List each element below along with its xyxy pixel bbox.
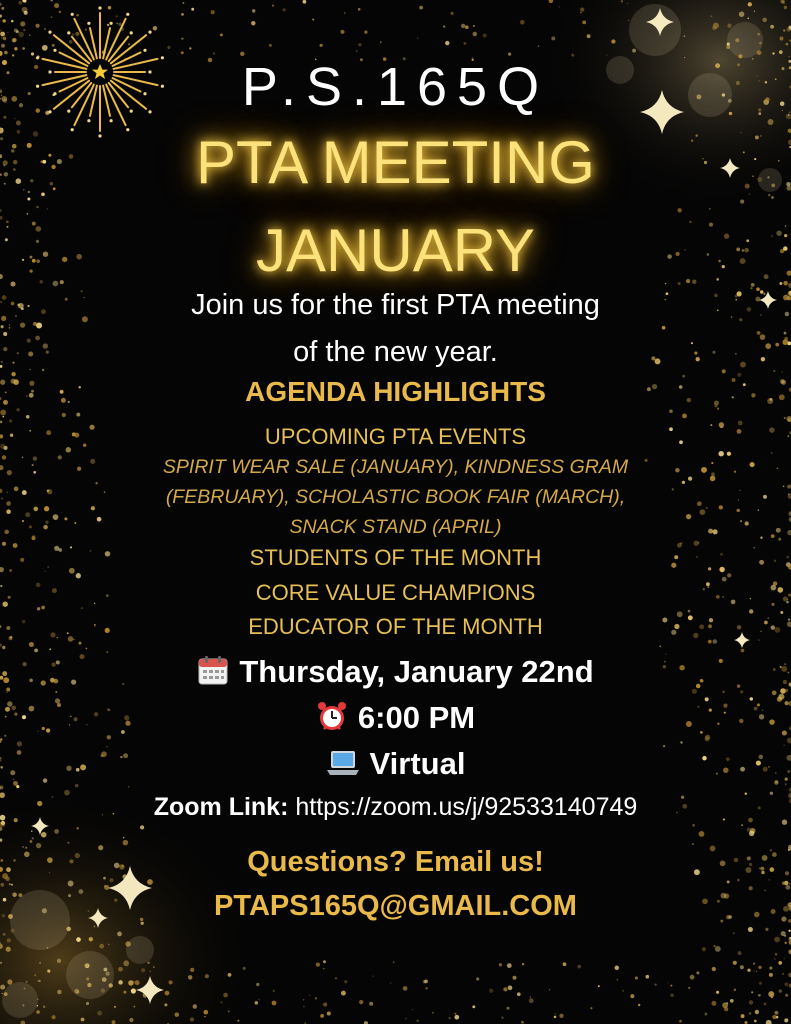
agenda-heading: AGENDA HIGHLIGHTS <box>245 376 546 407</box>
agenda-events-line-3: SNACK STAND (APRIL) <box>289 516 502 538</box>
agenda-core-value-champions: CORE VALUE CHAMPIONS <box>255 580 536 605</box>
agenda-upcoming-events: UPCOMING PTA EVENTS <box>264 424 527 449</box>
meeting-date <box>0 654 791 690</box>
title-line-1: PTA MEETING <box>196 129 595 196</box>
alarm-clock-icon <box>316 700 348 732</box>
agenda-events-line-1: SPIRIT WEAR SALE (JANUARY), KINDNESS GRAM <box>162 456 629 478</box>
school-name: P.S.165Q <box>241 57 550 117</box>
agenda-students-of-month: STUDENTS OF THE MONTH <box>249 545 542 570</box>
intro-line-1: Join us for the first PTA meeting <box>191 289 600 321</box>
intro-line-2: of the new year. <box>293 336 498 368</box>
zoom-link-label: Zoom Link: <box>153 793 289 821</box>
calendar-icon <box>197 654 229 686</box>
questions-text: Questions? Email us! <box>247 846 544 878</box>
agenda-events-line-2: (FEBRUARY), SCHOLASTIC BOOK FAIR (MARCH), <box>165 486 626 508</box>
zoom-link-url[interactable]: https://zoom.us/j/92533140749 <box>295 793 638 821</box>
contact-email[interactable]: PTAPS165Q@GMAIL.COM <box>214 890 577 922</box>
meeting-date-text: Thursday, January 22nd <box>239 654 594 689</box>
agenda-educator-of-month: EDUCATOR OF THE MONTH <box>248 614 543 639</box>
laptop-icon <box>326 748 360 778</box>
meeting-time-text: 6:00 PM <box>357 700 476 735</box>
meeting-location-text: Virtual <box>369 746 466 781</box>
meeting-location <box>0 746 791 782</box>
title-line-2: JANUARY <box>256 217 535 284</box>
meeting-time <box>0 700 791 736</box>
zoom-link-line <box>0 793 791 822</box>
